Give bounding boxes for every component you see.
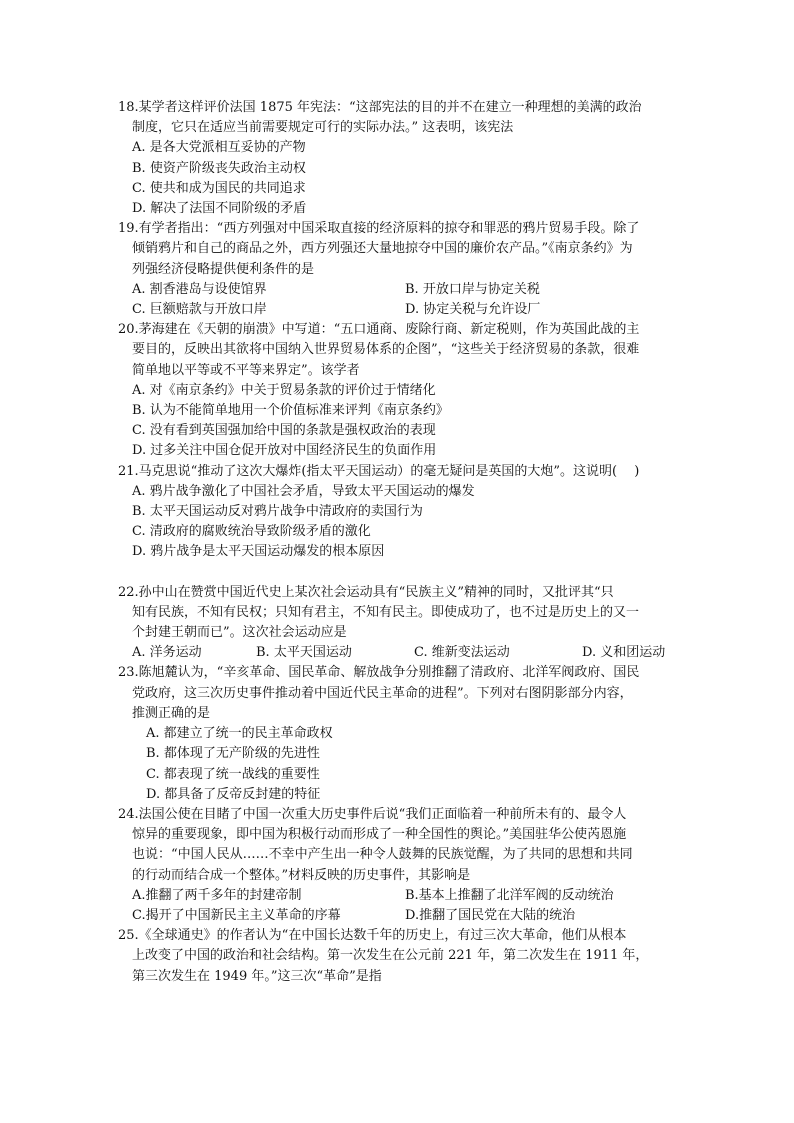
option-c: C. 没有看到英国强加给中国的条款是强权政治的表现 — [132, 423, 436, 439]
option-b: B. 太平天国运动 — [256, 645, 352, 661]
option-b: B. 使资产阶级丧失政治主动权 — [132, 160, 306, 176]
stem-line: 个封建王朝而已”。这次社会运动应是 — [132, 625, 347, 641]
stem-line: 上改变了中国的政治和社会结构。第一次发生在公元前 221 年，第二次发生在 1911 年， — [132, 948, 649, 964]
question-stem — [118, 320, 678, 381]
option-a: A. 是各大党派相互妥协的产物 — [132, 140, 306, 156]
question-21 — [118, 462, 678, 563]
option-c: C. 巨额赔款与开放口岸 — [132, 302, 267, 318]
option-b: B.基本上推翻了北洋军阀的反动统治 — [405, 887, 614, 903]
option-a: A. 割香港岛与设使馆界 — [132, 281, 267, 297]
question-stem — [118, 926, 678, 987]
question-18 — [118, 98, 678, 219]
option-d: D. 协定关税与允许设厂 — [405, 302, 541, 318]
stem-line: 倾销鸦片和自己的商品之外，西方列强还大量地掠夺中国的廉价农产品。”《南京条约》为 — [132, 241, 633, 257]
option-a: A. 洋务运动 — [132, 645, 202, 661]
option-d: D. 鸦片战争是太平天国运动爆发的根本原因 — [132, 544, 385, 560]
stem-line: 25.《全球通史》的作者认为“在中国长达数千年的历史上，有过三次大革命，他们从根本 — [118, 928, 627, 944]
option-row — [118, 906, 678, 926]
stem-line: 19.有学者指出：“西方列强对中国采取直接的经济原料的掠夺和罪恶的鸦片贸易手段。除了 — [118, 221, 640, 237]
stem-line: 也说：“中国人民从……不幸中产生出一种令人鼓舞的民族觉醒，为了共同的思想和共同 — [132, 847, 633, 863]
option-a: A. 鸦片战争激化了中国社会矛盾，导致太平天国运动的爆发 — [132, 483, 475, 499]
option-b: B. 认为不能简单地用一个价值标准来评判《南京条约》 — [132, 403, 449, 419]
stem-line: 21.马克思说“推动了这次大爆炸(指太平天国运动）的毫无疑问是英国的大炮”。这说明( ) — [118, 463, 640, 479]
question-19 — [118, 219, 678, 320]
option-row — [118, 643, 678, 663]
option-c: C. 维新变法运动 — [414, 645, 510, 661]
question-25 — [118, 926, 678, 987]
option-c: C.揭开了中国新民主主义革命的序幕 — [132, 907, 341, 923]
question-stem — [118, 219, 678, 280]
option-row — [118, 300, 678, 320]
question-stem — [118, 462, 678, 482]
option-a: A. 对《南京条约》中关于贸易条款的评价过于情绪化 — [132, 382, 436, 398]
question-24 — [118, 805, 678, 926]
stem-line: 23.陈旭麓认为，“辛亥革命、国民革命、解放战争分别推翻了清政府、北洋军阀政府、国民 — [118, 665, 640, 681]
option-c: C. 清政府的腐败统治导致阶级矛盾的激化 — [132, 524, 371, 540]
option-d: D. 解决了法国不同阶级的矛盾 — [132, 201, 307, 217]
question-stem — [118, 663, 678, 724]
option-a: A.推翻了两千多年的封建帝制 — [132, 887, 302, 903]
stem-line: 制度，它只在适应当前需要规定可行的实际办法。” 这表明，该宪法 — [132, 120, 514, 136]
option-a: A. 都建立了统一的民主革命政权 — [146, 726, 333, 742]
option-b: B. 都体现了无产阶级的先进性 — [146, 746, 320, 762]
option-c: C. 使共和成为国民的共同追求 — [132, 180, 306, 196]
option-d: D. 过多关注中国仓促开放对中国经济民生的负面作用 — [132, 443, 437, 459]
question-23 — [118, 663, 678, 804]
option-d: D. 都具备了反帝反封建的特征 — [146, 786, 321, 802]
question-22 — [118, 583, 678, 664]
question-20 — [118, 320, 678, 461]
stem-line: 知有民族，不知有民权；只知有君主，不知有民主。即使成功了，也不过是历史上的又一 — [132, 604, 640, 620]
stem-line: 24.法国公使在目睹了中国一次重大历史事件后说“我们正面临着一种前所未有的、最令人 — [118, 806, 627, 822]
stem-line: 推测正确的是 — [132, 705, 211, 721]
option-d: D.推翻了国民党在大陆的统治 — [405, 907, 576, 923]
exam-page — [118, 98, 678, 987]
spacer — [118, 563, 678, 583]
option-d: D. 义和团运动 — [582, 645, 666, 661]
stem-line: 第三次发生在 1949 年。”这三次“革命”是指 — [132, 968, 382, 984]
stem-line: 的行动而结合成一个整体。”材料反映的历史事件，其影响是 — [132, 867, 471, 883]
stem-line: 党政府，这三次历史事件推动着中国近代民主革命的进程”。下列对右图阴影部分内容， — [132, 685, 633, 701]
stem-line: 要目的，反映出其欲将中国纳入世界贸易体系的企图”，“这些关于经济贸易的条款，很难 — [132, 342, 640, 358]
option-b: B. 开放口岸与协定关税 — [405, 281, 540, 297]
stem-line: 列强经济侵略提供便利条件的是 — [132, 261, 315, 277]
stem-line: 惊异的重要现象，即中国为积极行动而形成了一种全国性的舆论。”美国驻华公使芮恩施 — [132, 827, 627, 843]
question-stem — [118, 583, 678, 644]
option-row — [118, 280, 678, 300]
option-row — [118, 886, 678, 906]
stem-line: 20.茅海建在《天朝的崩溃》中写道：“五口通商、废除行商、新定税则，作为英国此战的主 — [118, 322, 640, 338]
stem-line: 简单地以平等或不平等来界定”。该学者 — [132, 362, 360, 378]
stem-line: 22.孙中山在赞赏中国近代史上某次社会运动具有“民族主义”精神的同时，又批评其“只 — [118, 584, 614, 600]
question-stem — [118, 98, 678, 138]
option-b: B. 太平天国运动反对鸦片战争中清政府的卖国行为 — [132, 504, 423, 520]
option-c: C. 都表现了统一战线的重要性 — [146, 766, 320, 782]
stem-line: 18.某学者这样评价法国 1875 年宪法：“这部宪法的目的并不在建立一种理想的美满的政治 — [118, 100, 642, 115]
question-stem — [118, 805, 678, 886]
